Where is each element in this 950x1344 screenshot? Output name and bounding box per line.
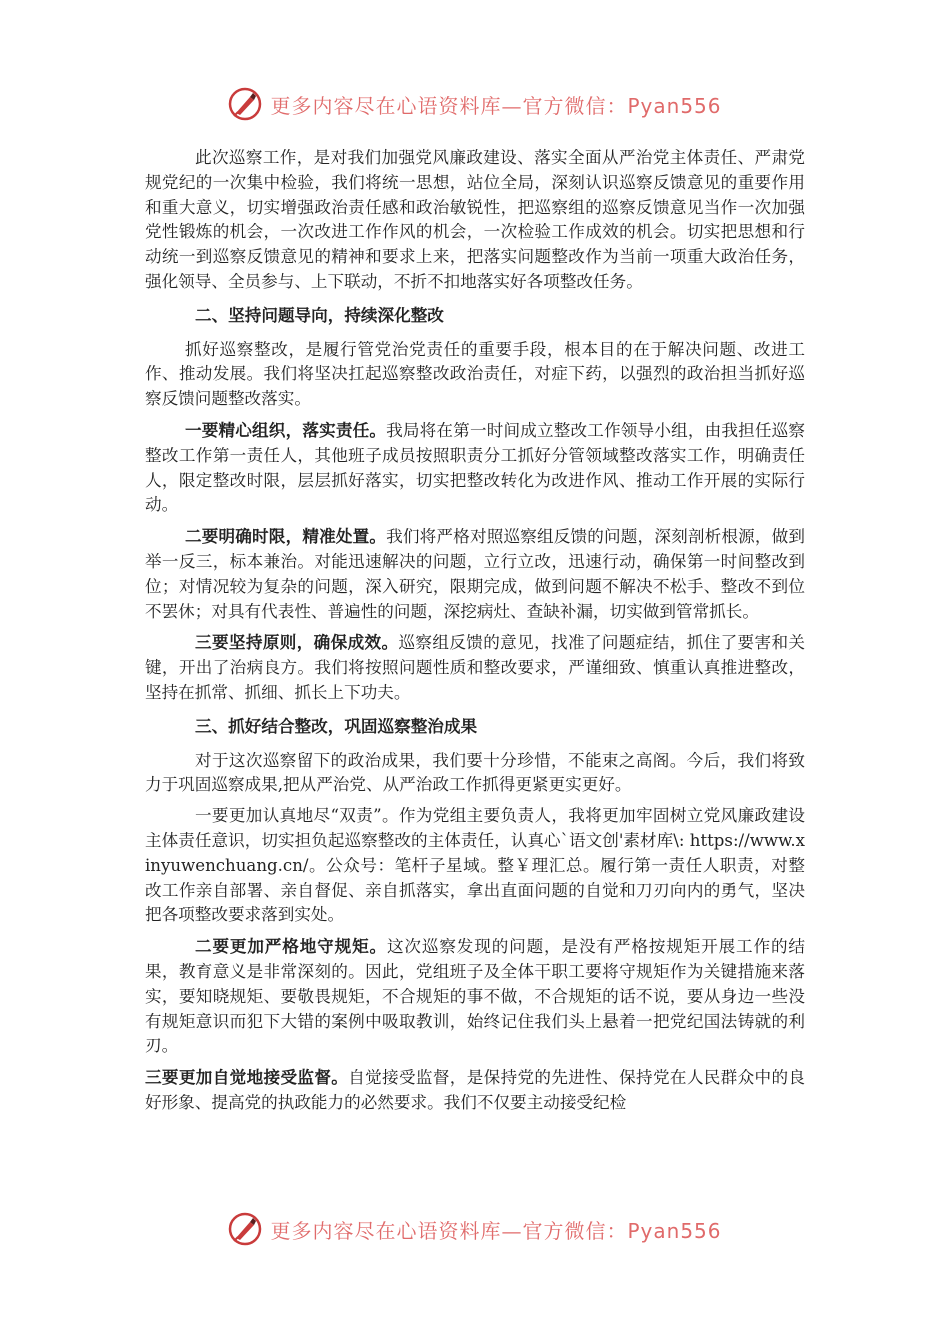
point-2-title: 二要明确时限，精准处置。 xyxy=(185,526,387,547)
banner-wechat-id: Pyan556 xyxy=(627,1218,722,1243)
point-2-body: 我们将严格对照巡察组反馈的问题，深刻剖析根源，做到举一反三，标本兼治。对能迅速解决的问题，立行立改，迅速行动，确保第一时间整改到位；对情况较为复杂的问题，深入研究，限期完成，做到问题不解决不松手、整改不到位不罢休；对具有代表性、普遍性的问题，深挖病灶、查缺补漏，切实做到管常抓长。 xyxy=(145,527,806,621)
paragraph-rules xyxy=(145,934,805,1059)
paragraph-point-2 xyxy=(145,524,805,624)
point-3-body: 巡察组反馈的意见，找准了问题症结，抓住了要害和关键，开出了治病良方。我们将按照问题性质和整改要求，严谨细致、慎重认真推进整改，坚持在抓常、抓细、抓长上下功夫。 xyxy=(145,633,805,702)
supervision-body: 自觉接受监督，是保持党的先进性、保持党在人民群众中的良好形象、提高党的执政能力的必然要求。我们不仅要主动接受纪检 xyxy=(145,1068,806,1112)
paragraph-supervision xyxy=(145,1065,805,1116)
supervision-title: 三要更加自觉地接受监督。 xyxy=(145,1067,349,1088)
section-heading-3: 三、抓好结合整改，巩固巡察整治成果 xyxy=(195,715,478,736)
paragraph-duty: 一要更加认真地尽“双责”。作为党组主要负责人，我将更加牢固树立党风廉政建设主体责任意识，切实担负起巡察整改的主体责任，认真心`语文创'素材库\: https://www.xinyuwenchuang.cn/。公众号：笔杆子星域。整￥理汇总。履行第一责任人职责，对整改工作亲自部署、亲自督促、亲自抓落实，拿出直面问题的自觉和刀刃向内的勇气，坚决把各项整改要求落到实处。 xyxy=(145,806,805,925)
rules-title: 二要更加严格地守规矩。 xyxy=(195,936,387,957)
section-heading-2: 二、坚持问题导向，持续深化整改 xyxy=(195,304,444,325)
banner-wechat-id: Pyan556 xyxy=(627,93,722,118)
paragraph-point-1 xyxy=(145,418,805,518)
paragraph-section-3-intro: 对于这次巡察留下的政治成果，我们要十分珍惜，不能束之高阁。今后，我们将致力于巩固巡察成果,把从严治党、从严治政工作抓得更紧更实更好。 xyxy=(145,750,805,795)
banner-text-cn: 更多内容尽在心语资料库—官方微信： xyxy=(270,93,628,118)
footer-watermark-banner xyxy=(0,1209,950,1249)
paragraph-intro: 此次巡察工作，是对我们加强党风廉政建设、落实全面从严治党主体责任、严肃党规党纪的一次集中检验，我们将统一思想，站位全局，深刻认识巡察反馈意见的重要作用和重大意义，切实增强政治责任感和政治敏锐性，把巡察组的巡察反馈意见当作一次加强党性锻炼的机会，一次改进工作作风的机会，一次检验工作成效的机会。切实把思想和行动统一到巡察反馈意见的精神和要求上来，把落实问题整改作为当前一项重大政治任务，强化领导、全员参与、上下联动，不折不扣地落实好各项整改任务。 xyxy=(145,148,805,291)
paragraph-section-2-intro: 抓好巡察整改，是履行管党治党责任的重要手段，根本目的在于解决问题、改进工作、推动发展。我们将坚决扛起巡察整改政治责任，对症下药，以强烈的政治担当抓好巡察反馈问题整改落实。 xyxy=(145,339,805,409)
pen-logo-icon xyxy=(228,87,262,121)
point-1-title: 一要精心组织，落实责任。 xyxy=(185,419,387,440)
rules-body: 这次巡察发现的问题，是没有严格按规矩开展工作的结果，教育意义是非常深刻的。因此，党组班子及全体干职工要将守规矩作为关键措施来落实，要知晓规矩、要敬畏规矩，不合规矩的事不做，不合规矩的话不说，要从身边一些没有规矩意识而犯下大错的案例中吸取教训，始终记住我们头上悬着一把党纪国法铸就的利刃。 xyxy=(145,937,805,1056)
paragraph-point-3 xyxy=(145,630,805,705)
pen-logo-icon xyxy=(228,1212,262,1246)
point-3-title: 三要坚持原则，确保成效。 xyxy=(195,632,399,653)
header-watermark-banner xyxy=(0,84,950,124)
banner-text-cn: 更多内容尽在心语资料库—官方微信： xyxy=(270,1218,628,1243)
document-body xyxy=(145,146,805,1122)
point-1-body: 我局将在第一时间成立整改工作领导小组，由我担任巡察整改工作第一责任人，其他班子成员按照职责分工抓好分管领域整改落实工作，明确责任人，限定整改时限，层层抓好落实，切实把整改转化为改进作风、推动工作开展的实际行动。 xyxy=(145,420,806,515)
